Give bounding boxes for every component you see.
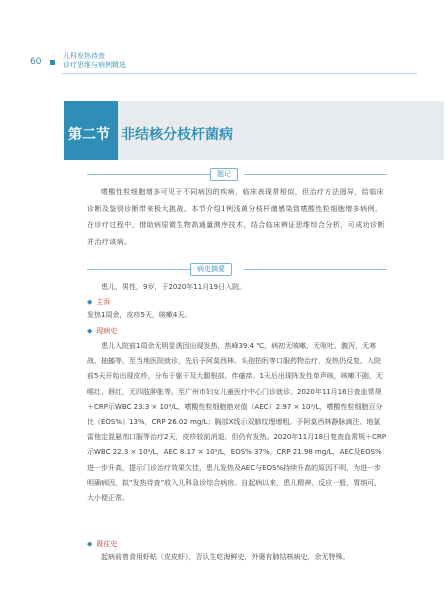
bullet-dot-icon: ◆ bbox=[87, 298, 93, 306]
book-subtitle: 诊疗思维与病例精选 bbox=[63, 61, 126, 69]
header-divider bbox=[62, 73, 417, 74]
case-rule-left bbox=[87, 269, 190, 270]
chief-complaint-heading bbox=[87, 297, 110, 307]
present-history-heading bbox=[87, 326, 117, 336]
bullet-dot-icon: ◆ bbox=[87, 327, 93, 335]
intro-tag: 题记 bbox=[210, 168, 238, 181]
section-title: 非结核分枝杆菌病 bbox=[121, 127, 233, 143]
section-number: 第二节 bbox=[68, 127, 110, 143]
running-title bbox=[63, 52, 126, 70]
book-title: 儿科发热待查 bbox=[63, 52, 105, 60]
chief-complaint-label: 主诉 bbox=[96, 298, 111, 306]
bullet-dot-icon: ◆ bbox=[87, 540, 93, 548]
page-header bbox=[0, 0, 447, 75]
case-summary-tag: 病史摘要 bbox=[190, 263, 232, 276]
past-history-heading bbox=[87, 539, 117, 549]
intro-rule-right bbox=[244, 174, 387, 175]
intro-rule-left bbox=[87, 174, 210, 175]
past-history-label: 既往史 bbox=[96, 540, 118, 548]
present-history-text: 患儿入院前1周余无明显诱因出现发热，热峰39.4 ℃，病初无咳嗽、无呕吐、腹泻，无寒战、抽搐等，至当地医院就诊，先后予阿莫西林、头孢拍肟等口服药物治疗，发热仍反复。入院前5天开始出现皮疹，分布于躯干及大腿根部，伴瘙痒。1天后出现阵发性单声咳，咳嗽不剧，无喉红、唇红，无四肢肿胀等。至广州市妇女儿童医疗中心门诊就诊。2020年11月16日查血常规＋CRP示WBC 23.3 × 10⁹/L，嗜酸性粒细胞绝对值（AEC）2.97 × 10⁹/L，嗜酸性粒细胞百分比（EOS%）13%，CRP 26.02 mg/L；胸部X线示双肺纹理增粗。予阿莫西林静脉滴注、地氯雷他定混悬剂口服等治疗2天，皮疹较前消退，但仍有发热。2020年11月18日复查血常规＋CRP示WBC 22.3 × 10⁹/L，AEC 8.17 × 10⁹/L，EOS% 37%，CRP 21.98 mg/L，AEC及EOS%进一步升高，提示门诊治疗效果欠佳，患儿发热及AEC与EOS%持续升高的原因不明，为进一步明确病因，拟“发热待查”收入儿科急诊综合病房。自起病以来，患儿精神、反应一般，胃纳可，大小便正常。 bbox=[87, 342, 387, 503]
chief-complaint-text: 发热1周余，皮疹5天，咳嗽4天。 bbox=[87, 311, 192, 319]
intro-paragraph: 嗜酸性粒细胞增多可见于不同病因的疾病，临床表现常相似，但治疗方法迥异，给临床诊断及鉴别诊断带来极大挑战。本节介绍1例浅黄分枝杆菌感染致嗜酸性粒细胞增多病例。在诊疗过程中，借助病原微生物高通量测序技术，结合临床辨证思维综合分析，可成功诊断并治疗该病。 bbox=[87, 188, 385, 246]
case-rule-right bbox=[244, 269, 387, 270]
header-square-icon bbox=[50, 60, 55, 65]
past-history-text: 起病前曾食用虾蛄（皮皮虾），否认生吃海鲜史，外婆有肺结核病史，余无特殊。 bbox=[101, 553, 350, 561]
patient-info: 患儿，男性，9岁，于2020年11月19日入院。 bbox=[101, 283, 247, 291]
present-history-label: 现病史 bbox=[96, 327, 118, 335]
page-number: 60 bbox=[30, 57, 42, 67]
